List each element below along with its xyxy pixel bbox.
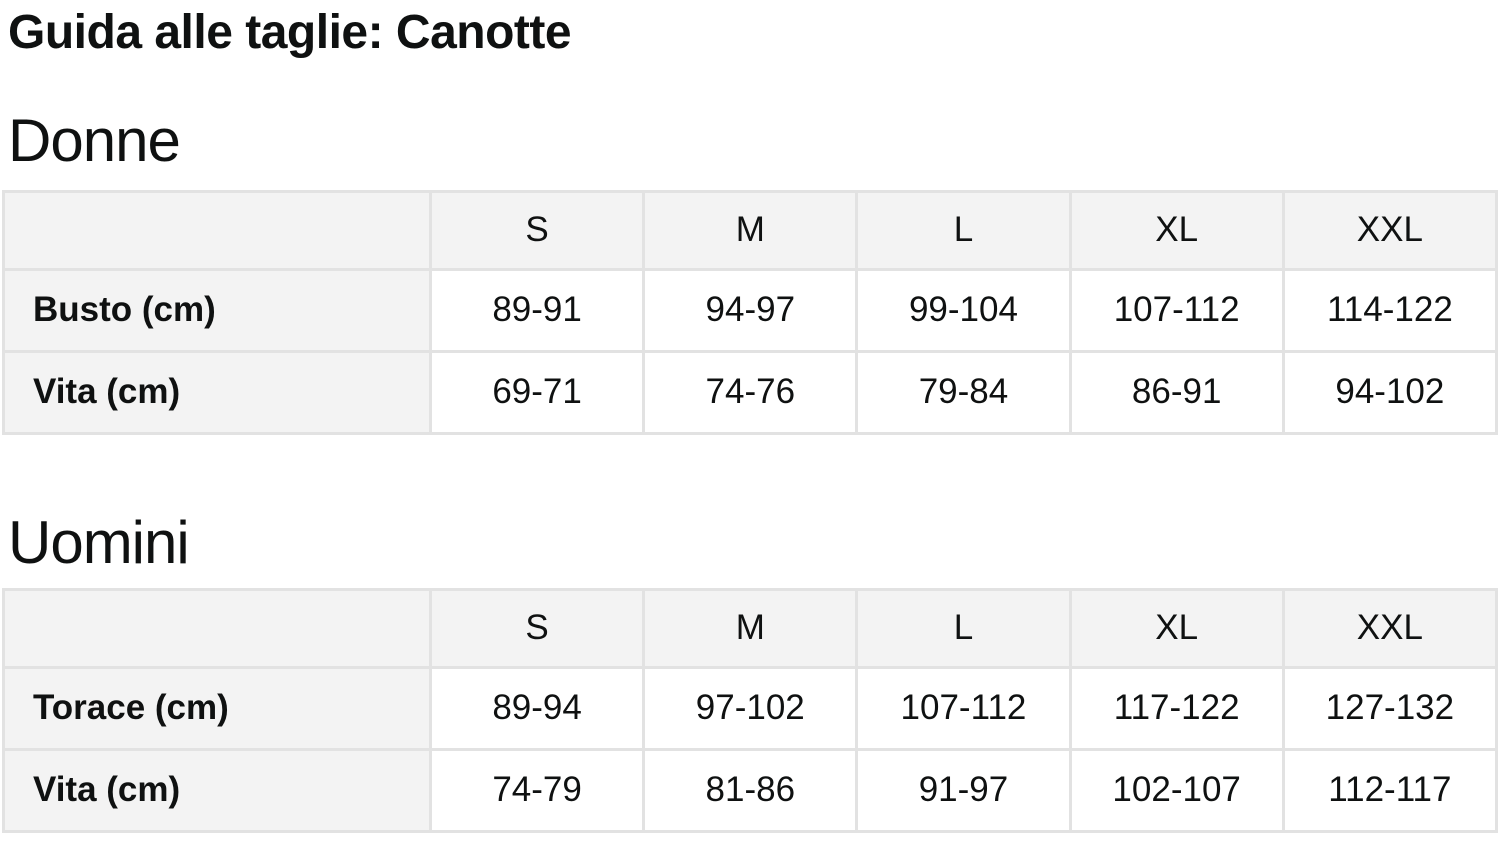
size-value-cell: 97-102 — [644, 667, 857, 749]
table-row — [4, 351, 1497, 433]
size-value-cell: 69-71 — [431, 351, 644, 433]
size-column-header: XXL — [1283, 191, 1496, 269]
size-value-cell: 112-117 — [1283, 749, 1496, 831]
size-value-cell: 117-122 — [1070, 667, 1283, 749]
size-value-cell: 114-122 — [1283, 269, 1496, 351]
measure-label: Torace (cm) — [4, 667, 431, 749]
corner-cell — [4, 191, 431, 269]
size-value-cell: 81-86 — [644, 749, 857, 831]
measure-label: Vita (cm) — [4, 351, 431, 433]
size-column-header: M — [644, 589, 857, 667]
corner-cell — [4, 589, 431, 667]
size-value-cell: 74-79 — [431, 749, 644, 831]
size-value-cell: 94-102 — [1283, 351, 1496, 433]
measure-label: Busto (cm) — [4, 269, 431, 351]
table-row — [4, 749, 1497, 831]
size-value-cell: 79-84 — [857, 351, 1070, 433]
table-row — [4, 667, 1497, 749]
size-column-header: XL — [1070, 589, 1283, 667]
size-value-cell: 86-91 — [1070, 351, 1283, 433]
size-value-cell: 107-112 — [857, 667, 1070, 749]
size-column-header: L — [857, 191, 1070, 269]
section-men — [0, 508, 1500, 833]
page-title: Guida alle taglie: Canotte — [8, 6, 572, 59]
section-heading-men: Uomini — [8, 508, 189, 576]
size-value-cell: 99-104 — [857, 269, 1070, 351]
size-column-header: S — [431, 191, 644, 269]
size-value-cell: 107-112 — [1070, 269, 1283, 351]
size-value-cell: 89-94 — [431, 667, 644, 749]
table-header-row — [4, 589, 1497, 667]
size-column-header: M — [644, 191, 857, 269]
section-heading-women: Donne — [8, 106, 180, 174]
size-column-header: S — [431, 589, 644, 667]
section-women — [0, 106, 1500, 435]
table-header-row — [4, 191, 1497, 269]
size-value-cell: 91-97 — [857, 749, 1070, 831]
size-value-cell: 74-76 — [644, 351, 857, 433]
table-row — [4, 269, 1497, 351]
size-value-cell: 102-107 — [1070, 749, 1283, 831]
size-column-header: L — [857, 589, 1070, 667]
size-value-cell: 94-97 — [644, 269, 857, 351]
measure-label: Vita (cm) — [4, 749, 431, 831]
size-table-women — [2, 190, 1498, 435]
size-column-header: XXL — [1283, 589, 1496, 667]
size-table-men — [2, 588, 1498, 833]
size-column-header: XL — [1070, 191, 1283, 269]
size-value-cell: 89-91 — [431, 269, 644, 351]
size-value-cell: 127-132 — [1283, 667, 1496, 749]
